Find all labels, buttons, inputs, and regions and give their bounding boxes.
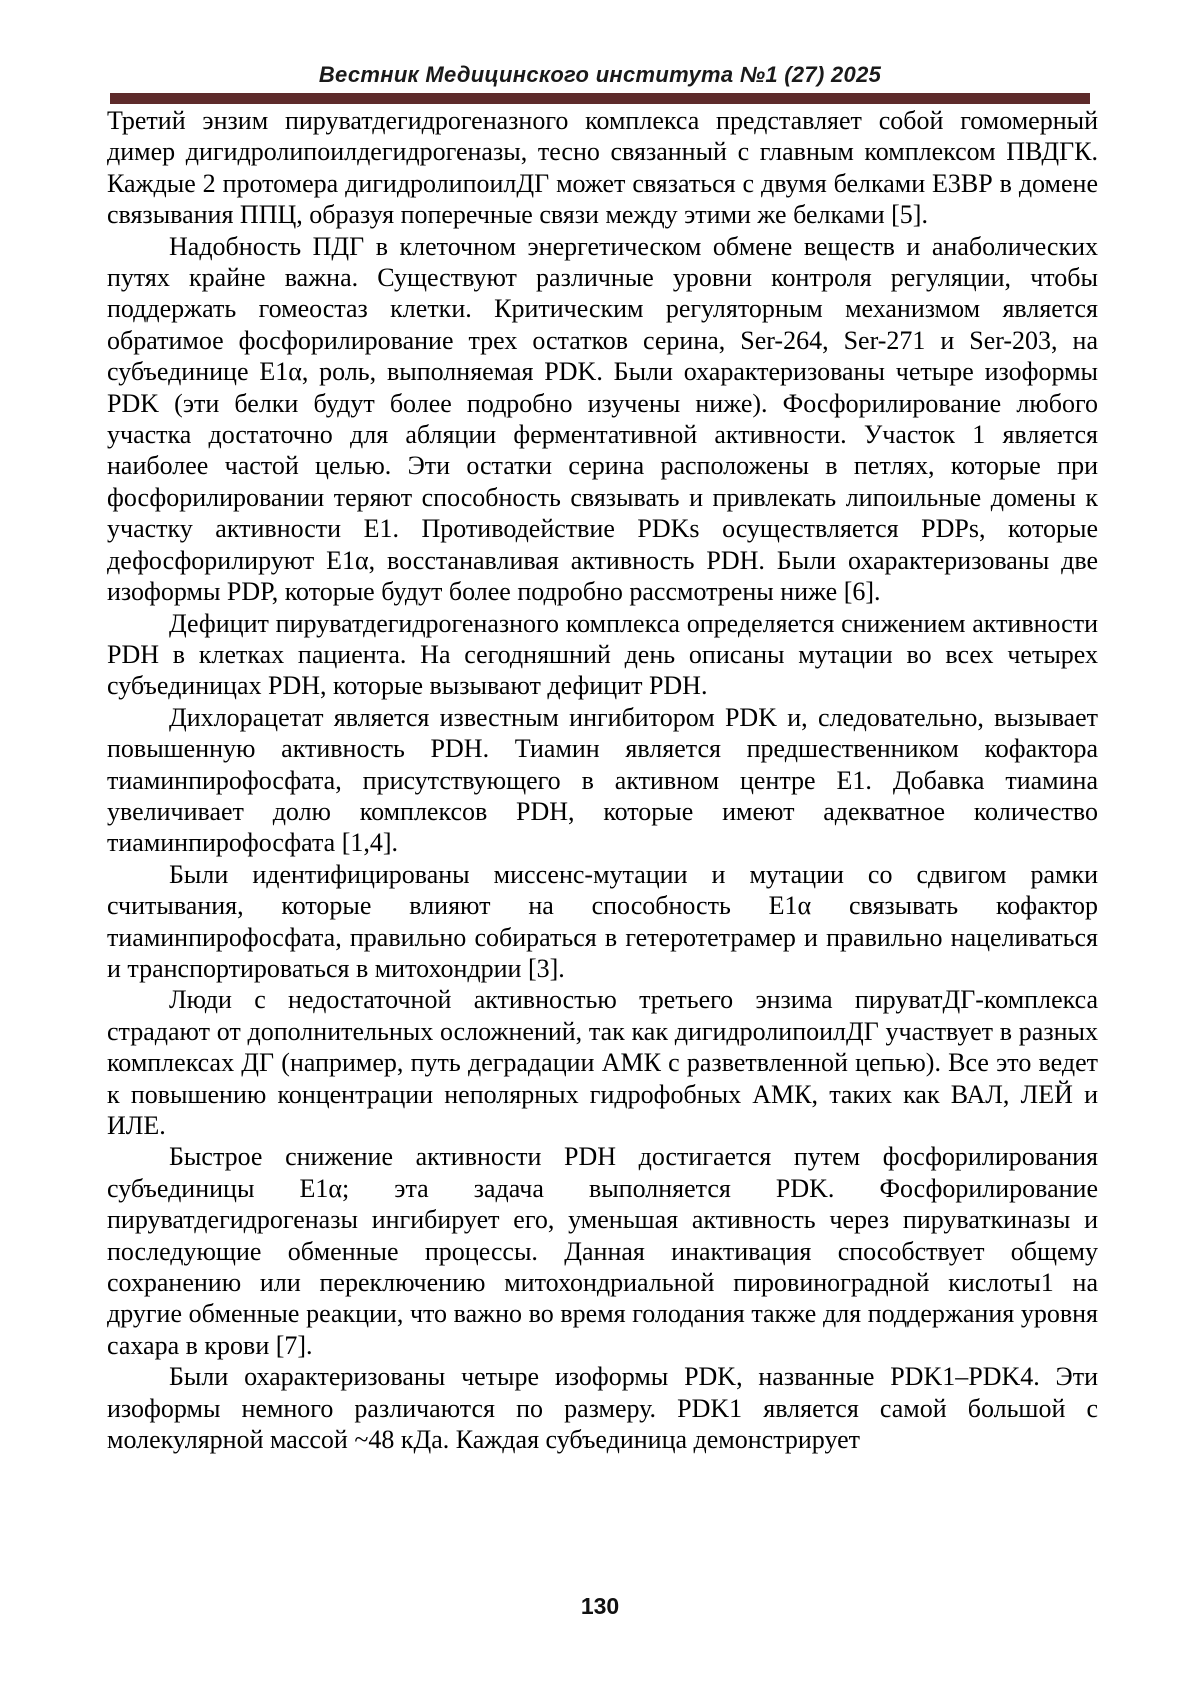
page-number: 130 <box>580 1593 620 1619</box>
paragraph: Третий энзим пируватдегидрогеназного комплекса представляет собой гомомерный димер дигидролипоилдегидрогеназы, тесно связанный с главным комплексом ПВДГК. Каждые 2 протомера дигидролипоилДГ может связаться с двумя белками Е3ВР в домене связывания ППЦ, образуя поперечные связи между этими же белками [5]. <box>107 106 1098 230</box>
paragraph: Дефицит пируватдегидрогеназного комплекса определяется снижением активности PDH в клетках пациента. На сегодняшний день описаны мутации во всех четырех субъединицах PDH, которые вызывают дефицит PDH. <box>107 608 1098 701</box>
journal-header-title: Вестник Медицинского института №1 (27) 2025 <box>318 62 882 87</box>
paragraph: Дихлорацетат является известным ингибитором PDK и, следовательно, вызывает повышенную активность PDH. Тиамин является предшественником кофактора тиаминпирофосфата, присутствующего в активном центре Е1. Добавка тиамина увеличивает долю комплексов PDH, которые имеют адекватное количество тиаминпирофосфата [1,4]. <box>107 702 1098 858</box>
header-rule <box>110 93 1090 104</box>
paragraph: Были идентифицированы миссенс-мутации и мутации со сдвигом рамки считывания, которые влияют на способность Е1α связывать кофактор тиаминпирофосфата, правильно собираться в гетеротетрамер и правильно нацеливаться и транспортироваться в митохондрии [3]. <box>107 859 1098 983</box>
paragraph: Люди с недостаточной активностью третьего энзима пируватДГ-комплекса страдают от дополнительных осложнений, так как дигидролипоилДГ участвует в разных комплексах ДГ (например, путь деградации АМК с разветвленной цепью). Все это ведет к повышению концентрации неполярных гидрофобных АМК, таких как ВАЛ, ЛЕЙ и ИЛЕ. <box>107 985 1098 1140</box>
paragraph: Быстрое снижение активности PDH достигается путем фосфорилирования субъединицы Е1α; эта задача выполняется PDK. Фосфорилирование пируватдегидрогеназы ингибирует его, уменьшая активность через пируваткиназы и последующие обменные процессы. Данная инактивация способствует общему сохранению или переключению митохондриальной пировиноградной кислоты1 на другие обменные реакции, что важно во время голодания также для поддержания уровня сахара в крови [7]. <box>107 1142 1098 1360</box>
paragraph: Надобность ПДГ в клеточном энергетическом обмене веществ и анаболических путях крайне важна. Существуют различные уровни контроля регуляции, чтобы поддержать гомеостаз клетки. Критическим регуляторным механизмом является обратимое фосфорилирование трех остатков серина, Ser-264, Ser-271 и Ser-203, на субъединице Е1α, роль, выполняемая PDK. Были охарактеризованы четыре изоформы PDK (эти белки будут более подробно изучены ниже). Фосфорилирование любого участка достаточно для абляции ферментативной активности. Участок 1 является наиболее частой целью. Эти остатки серина расположены в петлях, которые при фосфорилировании теряют способность связывать и привлекать липоильные домены к участку активности Е1. Противодействие PDKs осуществляется PDPs, которые дефосфорилируют Е1α, восстанавливая активность PDH. Были охарактеризованы две изоформы PDP, которые будут более подробно рассмотрены ниже [6]. <box>107 231 1098 607</box>
paragraph: Были охарактеризованы четыре изоформы PDK, названные PDK1–PDK4. Эти изоформы немного различаются по размеру. PDK1 является самой большой с молекулярной массой ~48 кДа. Каждая субъединица демонстрирует <box>107 1362 1098 1455</box>
article-body <box>107 105 1098 1455</box>
